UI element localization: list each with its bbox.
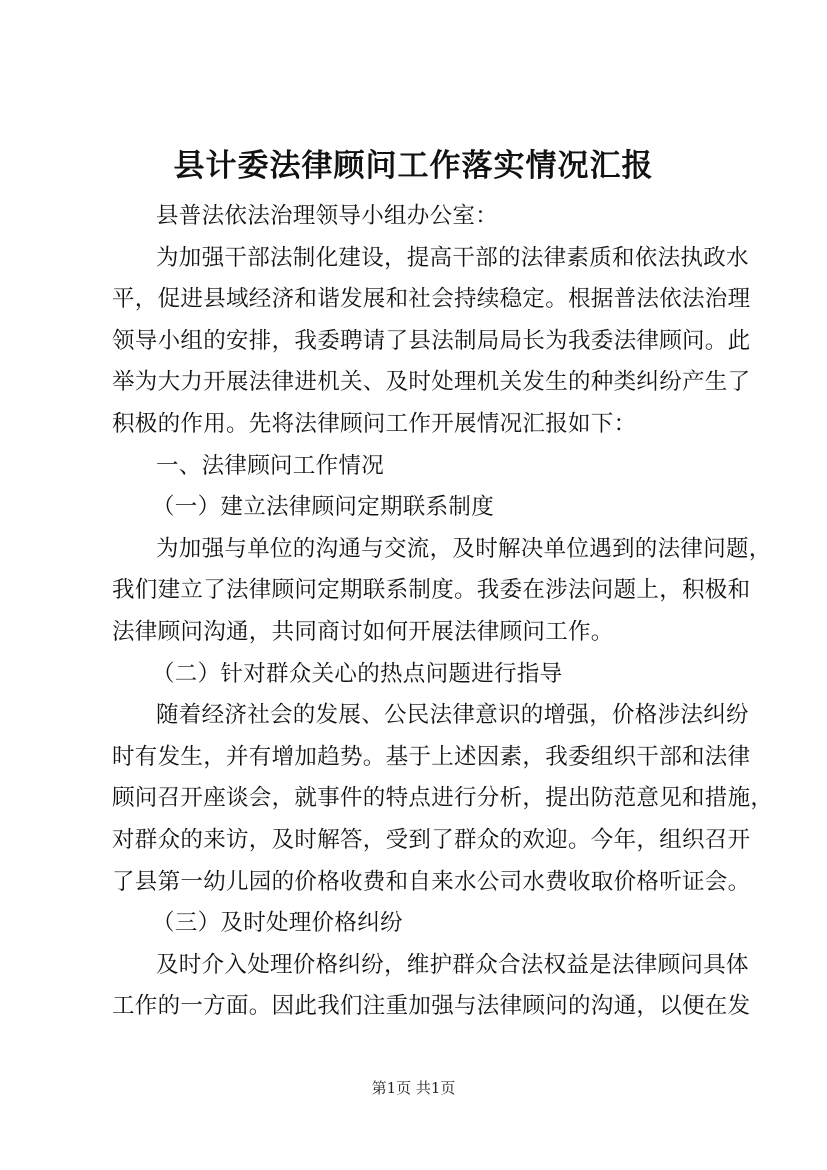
paragraph-line: 为加强干部法制化建设，提高干部的法律素质和依法执政水	[156, 244, 749, 271]
salutation-line: 县普法依法治理领导小组办公室：	[156, 203, 499, 229]
paragraph-line: 对群众的来访，及时解答，受到了群众的欢迎。今年，组织召开	[112, 826, 751, 853]
paragraph-line: 举为大力开展法律进机关、及时处理机关发生的种类纠纷产生了	[112, 369, 751, 396]
paragraph-line: 时有发生，并有增加趋势。基于上述因素，我委组织干部和法律	[112, 743, 751, 770]
paragraph-line: 及时介入处理价格纠纷，维护群众合法权益是法律顾问具体	[156, 951, 749, 978]
paragraph-line: 工作的一方面。因此我们注重加强与法律顾问的沟通，以便在发	[112, 993, 751, 1020]
paragraph-line: 了县第一幼儿园的价格收费和自来水公司水费收取价格听证会。	[112, 868, 751, 895]
paragraph-line: 领导小组的安排，我委聘请了县法制局局长为我委法律顾问。此	[112, 327, 751, 354]
paragraph-line: 顾问召开座谈会，就事件的特点进行分析，提出防范意见和措施，	[112, 785, 774, 812]
paragraph-line: 我们建立了法律顾问定期联系制度。我委在涉法问题上，积极和	[112, 577, 751, 604]
document-body	[112, 196, 774, 1028]
paragraph-line: 法律顾问沟通，共同商讨如何开展法律顾问工作。	[112, 618, 614, 645]
paragraph-line: 为加强与单位的沟通与交流，及时解决单位遇到的法律问题，	[156, 535, 772, 562]
paragraph-line: 积极的作用。先将法律顾问工作开展情况汇报如下：	[112, 410, 637, 437]
document-title: 县计委法律顾问工作落实情况汇报	[173, 148, 654, 184]
paragraph-line: 平，促进县域经济和谐发展和社会持续稳定。根据普法依法治理	[112, 286, 751, 313]
page-number-footer: 第1页 共1页	[371, 1079, 456, 1097]
paragraph-line: 随着经济社会的发展、公民法律意识的增强，价格涉法纠纷	[156, 702, 749, 729]
subsection-heading: （三）及时处理价格纠纷	[152, 910, 403, 937]
subsection-heading: （一）建立法律顾问定期联系制度	[152, 494, 495, 521]
section-heading: 一、法律顾问工作情况	[156, 452, 385, 479]
subsection-heading: （二）针对群众关心的热点问题进行指导	[152, 660, 563, 687]
